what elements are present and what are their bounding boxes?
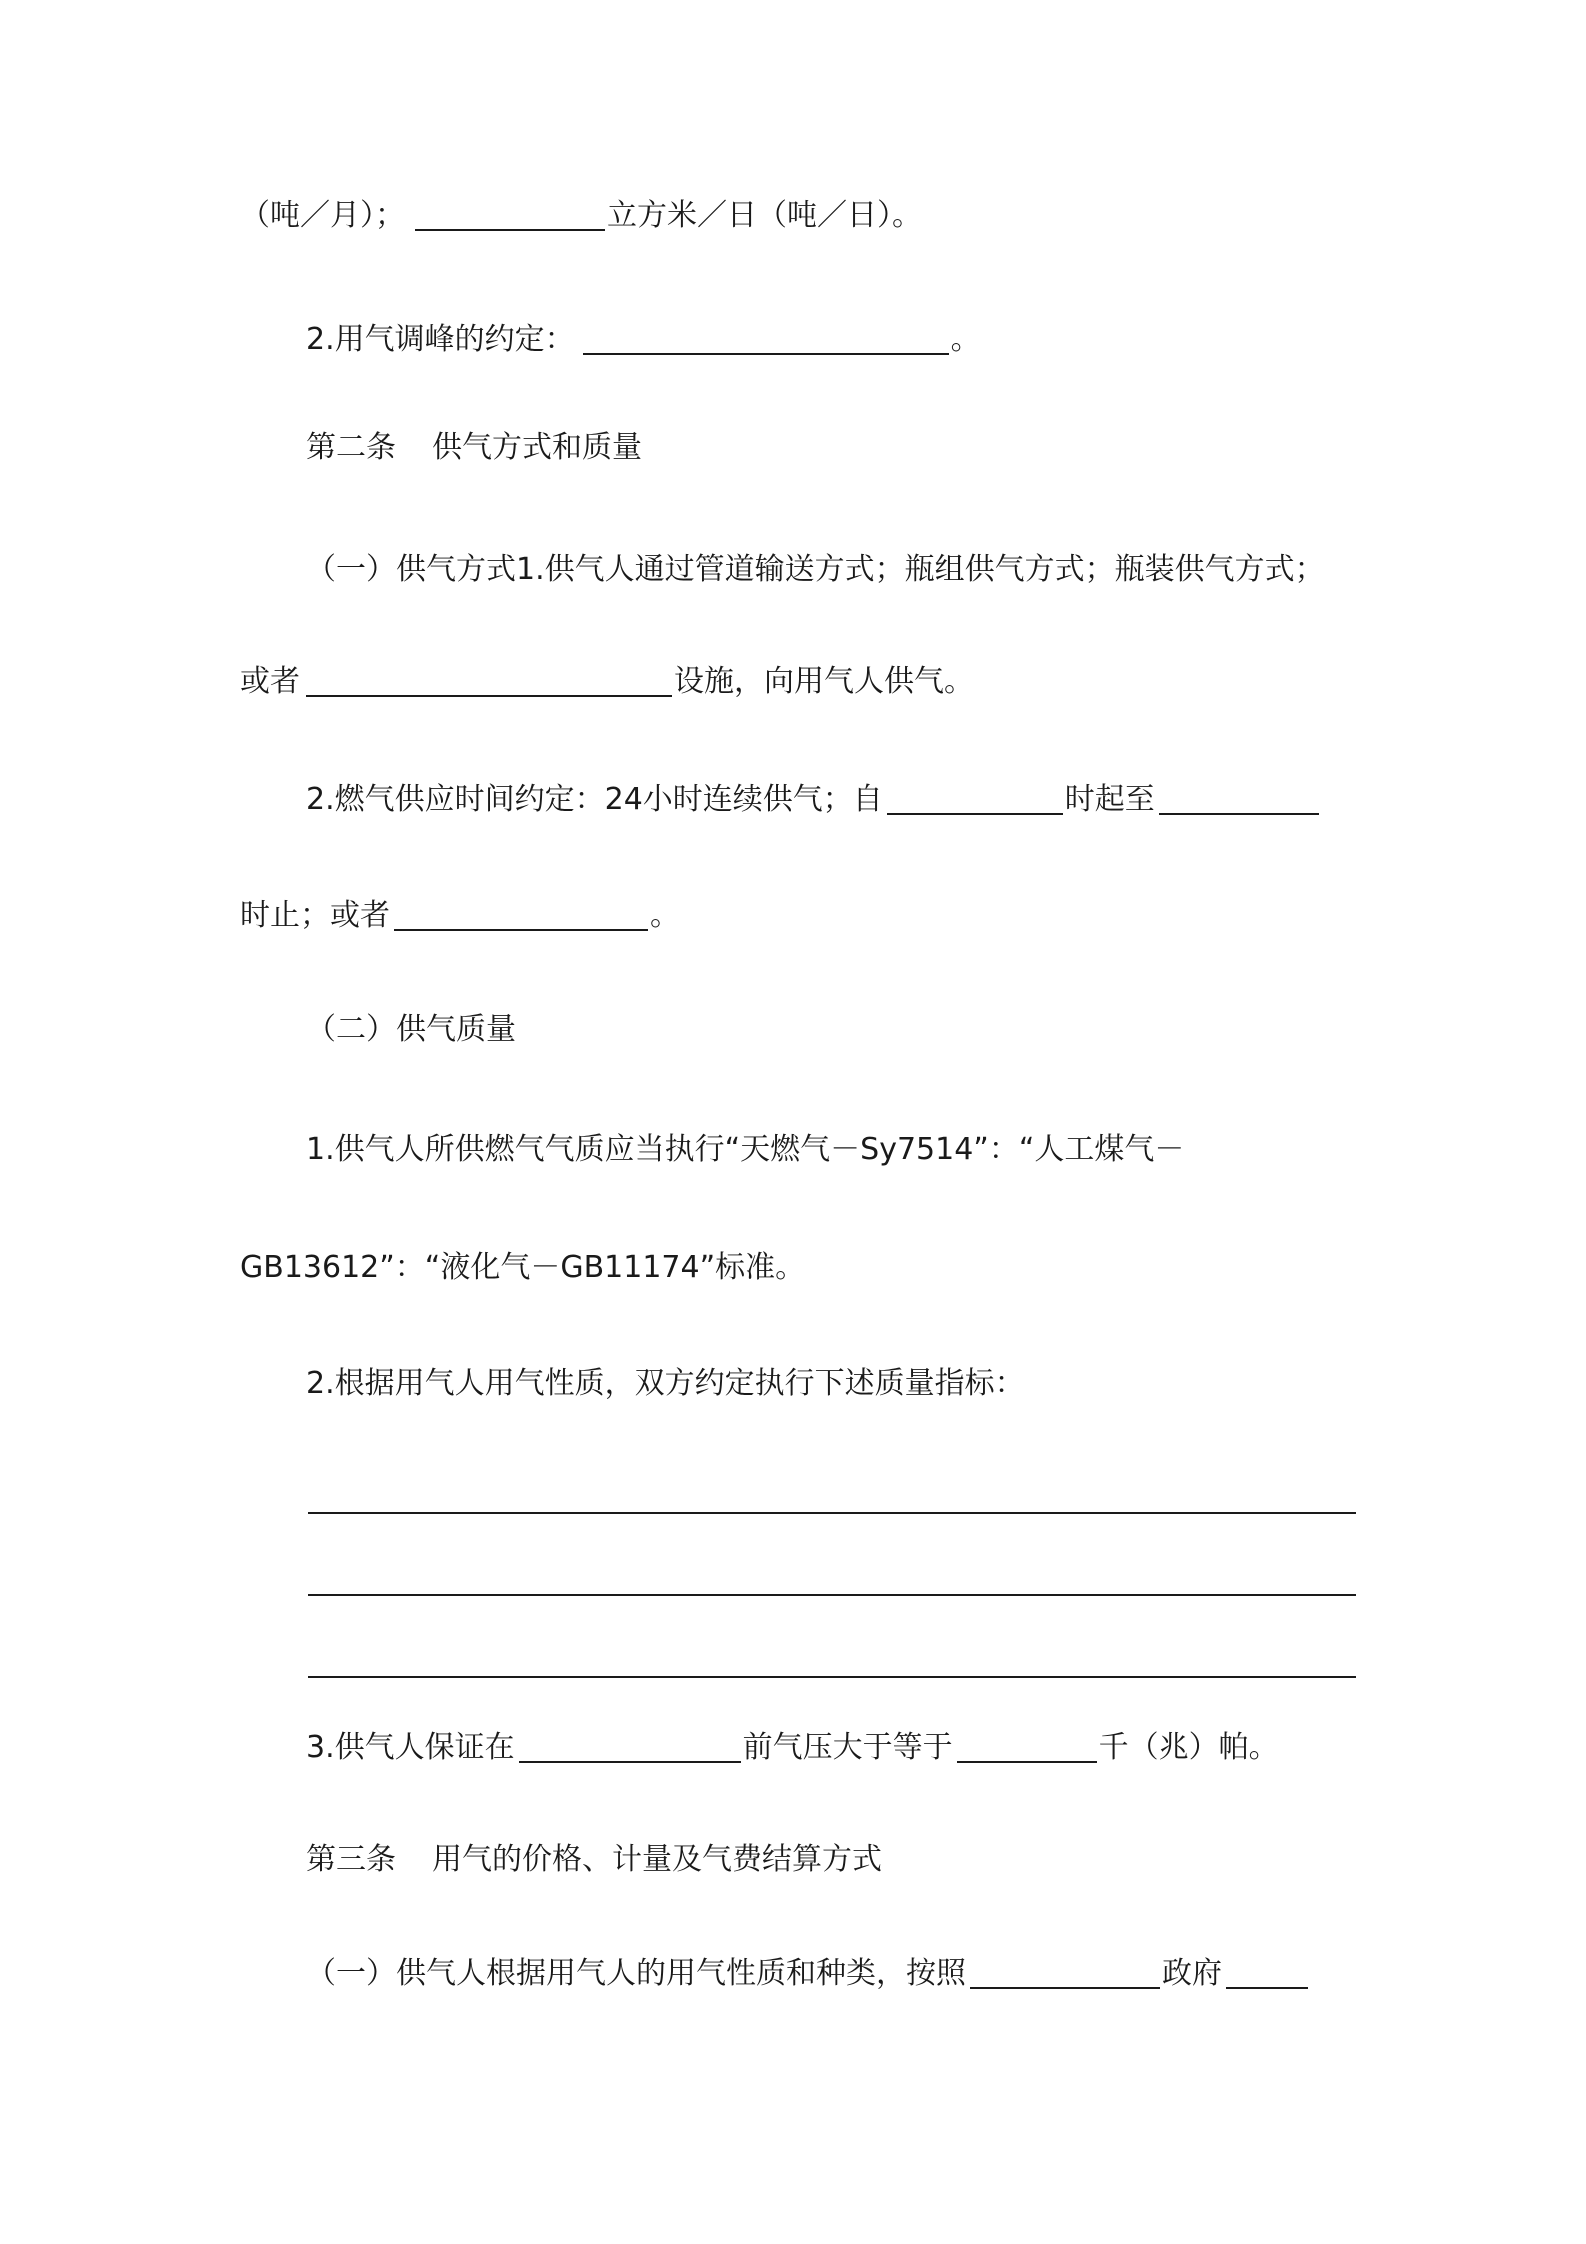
blank-field[interactable] [394, 899, 648, 931]
section-heading [306, 1840, 882, 1880]
punctuation: 。 [650, 898, 680, 933]
punctuation: 。 [950, 322, 981, 357]
blank-field[interactable] [1159, 783, 1319, 815]
subsection-heading [306, 1010, 516, 1050]
clause-text: 政府 [1162, 1956, 1222, 1991]
blank-field[interactable] [519, 1731, 741, 1763]
clause-text: （一）供气人根据用气人的用气性质和种类，按照 [306, 1956, 966, 1991]
blank-field[interactable] [306, 665, 672, 697]
blank-field[interactable] [957, 1731, 1097, 1763]
article-number: 第三条 [306, 1842, 396, 1877]
clause-text: 设施，向用气人供气。 [674, 664, 974, 699]
clause-text: 千（兆）帕。 [1098, 1730, 1279, 1765]
text-line [240, 1248, 805, 1288]
clause-text: （一）供气方式1.供气人通过管道输送方式；瓶组供气方式；瓶装供气方式； [306, 552, 1325, 587]
fill-in-line[interactable] [308, 1594, 1356, 1596]
clause-text: 或者 [240, 664, 300, 699]
blank-field[interactable] [583, 323, 949, 355]
text-line [306, 1130, 1184, 1170]
clause-text: 时起至 [1064, 782, 1155, 817]
text-line [306, 550, 1325, 590]
text-line [306, 1728, 1279, 1768]
subsection-title: （二）供气质量 [306, 1012, 516, 1047]
unit-text: （吨／月）； [240, 198, 405, 233]
clause-text: GB13612”：“液化气－GB11174”标准。 [240, 1250, 806, 1285]
clause-text: 3.供气人保证在 [306, 1730, 515, 1765]
text-line [240, 662, 974, 702]
blank-field[interactable] [887, 783, 1063, 815]
article-title: 供气方式和质量 [432, 430, 642, 465]
blank-field[interactable] [970, 1957, 1160, 1989]
text-line [306, 320, 981, 360]
fill-in-line[interactable] [308, 1676, 1356, 1678]
text-line [306, 1364, 1025, 1404]
clause-text: 1.供气人所供燃气气质应当执行“天燃气－Sy7514”：“人工煤气－ [306, 1132, 1185, 1167]
text-line [306, 1954, 1310, 1994]
blank-field[interactable] [415, 199, 605, 231]
article-number: 第二条 [306, 430, 396, 465]
clause-text: 2.根据用气人用气性质，双方约定执行下述质量指标： [306, 1366, 1025, 1401]
unit-text: 立方米／日（吨／日）。 [607, 198, 922, 233]
text-line [240, 896, 680, 936]
text-line [306, 780, 1321, 820]
fill-in-line[interactable] [308, 1512, 1356, 1514]
clause-text: 时止；或者 [240, 898, 390, 933]
clause-text: 2.用气调峰的约定： [306, 322, 575, 357]
blank-field[interactable] [1226, 1957, 1308, 1989]
article-title: 用气的价格、计量及气费结算方式 [432, 1842, 882, 1877]
text-line [240, 196, 922, 236]
clause-text: 前气压大于等于 [742, 1730, 953, 1765]
section-heading [306, 428, 642, 468]
clause-text: 2.燃气供应时间约定：24小时连续供气；自 [306, 782, 883, 817]
